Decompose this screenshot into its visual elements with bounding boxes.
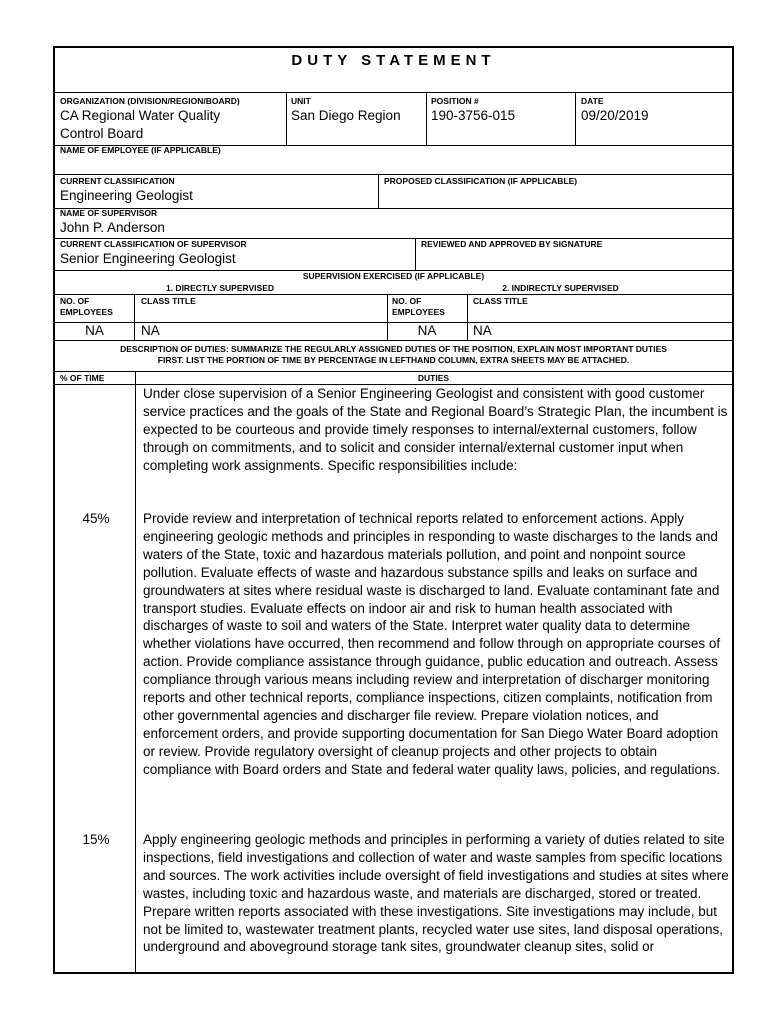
divider xyxy=(135,371,136,974)
direct-class-title-value: NA xyxy=(141,323,160,338)
indirect-class-title-label: CLASS TITLE xyxy=(473,296,528,306)
duty-text: Provide review and interpretation of technical reports related to enforcement actions. Apply engineering geologic methods and principles in responding to waste discharges to the lands and waters of the State, toxic and hazardous materials pollution, and point and nonpoint source pollution. Evaluate effects of waste and hazardous substance spills and leaks on surface and groundwaters at sites where residual waste is discharged to land. Evaluate contaminant fate and transport studies. Evaluate effects on indoor air and risk to human health associated with discharges of waste to soil and waters of the State. Interpret water quality data to determine whether violations have occurred, then recommend and follow through on appropriate courses of action. Provide compliance assistance through guidance, public education and outreach. Assess compliance through various means including review and interpretation of discharger monitoring reports and other technical reports, compliance inspections, citizen complaints, notification from other governmental agencies and discharger file review. Prepare violation notices, and enforcement orders, and provide supporting documentation for San Diego Water Board adoption or review. Provide regulatory oversight of cleanup projects and other projects to obtain compliance with Board orders and State and federal water quality laws, policies, and regulations. xyxy=(143,511,721,777)
divider xyxy=(55,174,732,175)
duties-header: DUTIES xyxy=(417,373,450,383)
date-value: 09/20/2019 xyxy=(581,108,649,123)
direct-count-label: NO. OF xyxy=(60,296,90,306)
form-title: DUTY STATEMENT xyxy=(291,52,496,69)
divider xyxy=(467,294,468,340)
indirect-count-label: NO. OF xyxy=(392,296,422,306)
supervisor-classification-label: CURRENT CLASSIFICATION OF SUPERVISOR xyxy=(60,239,247,249)
duty-intro-text: Under close supervision of a Senior Engineering Geologist and consistent with good customer service practices and the goals of the State and Regional Board’s Strategic Plan, the incumbent is expected to be courteous and provide timely responses to internal/external customers, follow through on commitments, and to solicit and consider internal/external customer input when completing work assignments. Specific responsibilities include: xyxy=(143,386,728,473)
supervisor-label: NAME OF SUPERVISOR xyxy=(60,208,158,218)
divider xyxy=(426,92,427,145)
employee-label: NAME OF EMPLOYEE (IF APPLICABLE) xyxy=(60,145,221,155)
unit-label: UNIT xyxy=(291,96,311,106)
proposed-classification-label: PROPOSED CLASSIFICATION (IF APPLICABLE) xyxy=(384,176,578,186)
supervisor-classification-value: Senior Engineering Geologist xyxy=(60,251,236,266)
unit-value: San Diego Region xyxy=(291,108,401,123)
description-instructions xyxy=(61,344,726,366)
direct-class-title-label: CLASS TITLE xyxy=(141,296,196,306)
directly-supervised-label: 1. DIRECTLY SUPERVISED xyxy=(165,283,275,293)
divider xyxy=(55,340,732,341)
indirect-class-title-value: NA xyxy=(473,323,492,338)
description-line: FIRST. LIST THE PORTION OF TIME BY PERCENTAGE IN LEFTHAND COLUMN, EXTRA SHEETS MAY BE ATTACHED. xyxy=(157,355,630,365)
supervision-heading: SUPERVISION EXERCISED (IF APPLICABLE) xyxy=(302,271,485,281)
date-label: DATE xyxy=(581,96,604,106)
divider xyxy=(55,92,732,93)
direct-count-label-cont: EMPLOYEES xyxy=(60,307,113,317)
description-line: DESCRIPTION OF DUTIES: SUMMARIZE THE REGULARLY ASSIGNED DUTIES OF THE POSITION, EXPLAIN MOST IMPORTANT DUTIES xyxy=(120,344,667,354)
current-classification-value: Engineering Geologist xyxy=(60,188,193,203)
position-label: POSITION # xyxy=(431,96,479,106)
divider xyxy=(55,371,732,372)
organization-label: ORGANIZATION (DIVISION/REGION/BOARD) xyxy=(60,96,240,106)
divider xyxy=(55,294,732,295)
duty-text: Apply engineering geologic methods and principles in performing a variety of duties related to site inspections, field investigations and collection of water and waste samples from specific locations and sources. The work activities include oversight of field investigations and studies at sites where wastes, including toxic and hazardous waste, and materials are discharged, stored or treated. Prepare written reports associated with these investigations. Site investigations may include, but not be limited to, wastewater treatment plants, recycled water use sites, land disposal operations, underground and aboveground storage tank sites, groundwater cleanup sites, solid or xyxy=(143,832,729,955)
current-classification-label: CURRENT CLASSIFICATION xyxy=(60,176,175,186)
duty-percent: 15% xyxy=(82,832,110,847)
direct-count-value: NA xyxy=(85,323,104,338)
indirectly-supervised-label: 2. INDIRECTLY SUPERVISED xyxy=(502,283,619,293)
position-value: 190-3756-015 xyxy=(431,108,516,123)
divider xyxy=(575,92,576,145)
divider xyxy=(134,294,135,340)
organization-value: CA Regional Water Quality xyxy=(60,108,221,123)
indirect-count-value: NA xyxy=(417,323,437,338)
percent-of-time-header: % OF TIME xyxy=(60,373,105,383)
divider xyxy=(286,92,287,145)
duty-percent: 45% xyxy=(82,511,110,526)
organization-value-cont: Control Board xyxy=(60,126,144,141)
reviewed-label: REVIEWED AND APPROVED BY SIGNATURE xyxy=(421,239,603,249)
divider xyxy=(415,238,416,270)
supervisor-value: John P. Anderson xyxy=(60,220,165,235)
indirect-count-label-cont: EMPLOYEES xyxy=(392,307,445,317)
duty-statement-form xyxy=(53,46,734,974)
divider xyxy=(378,174,379,208)
